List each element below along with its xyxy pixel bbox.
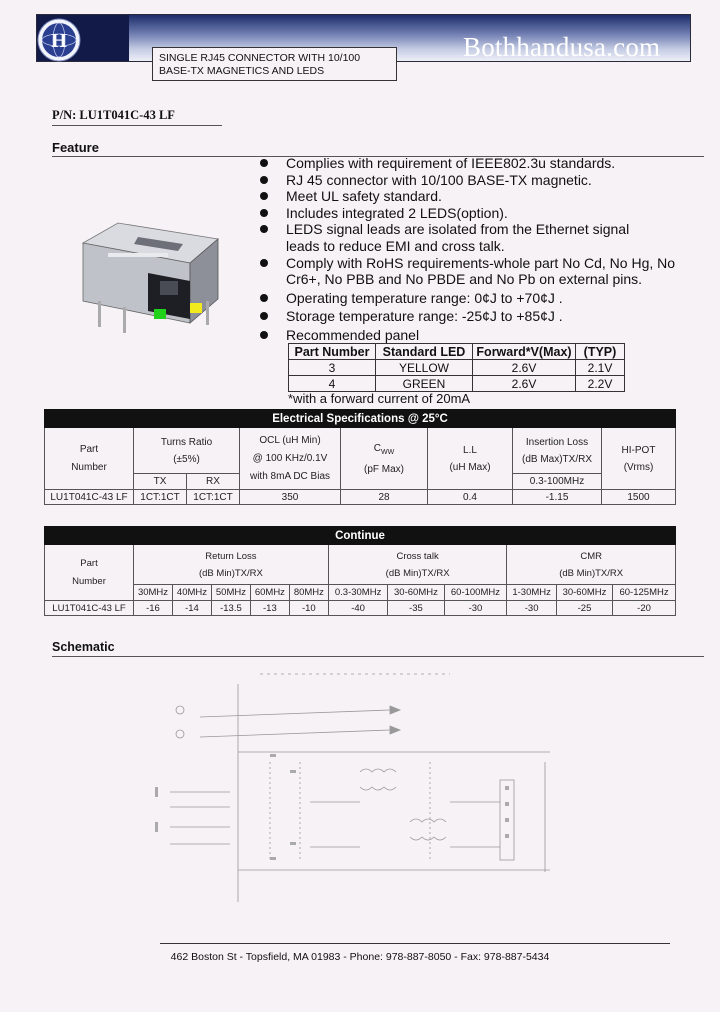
feature-title: Feature [52, 140, 99, 155]
bullet-icon [260, 259, 268, 267]
feature-item: Comply with RoHS requirements-whole part No Cd, No Hg, No Cr6+, No PBB and No PBDE and No Pb on external pins. [258, 255, 706, 288]
panel-table [288, 343, 625, 392]
schematic-divider [52, 656, 704, 657]
panel-header: Forward*V(Max) [473, 344, 576, 360]
forward-current-note: *with a forward current of 20mA [288, 391, 471, 406]
product-title-line1: SINGLE RJ45 CONNECTOR WITH 10/100 [159, 52, 361, 64]
bullet-icon [260, 176, 268, 184]
logo-letter: H [51, 30, 67, 52]
part-number-underline [52, 125, 222, 126]
panel-header: Part Number [289, 344, 376, 360]
bullet-icon [260, 159, 268, 167]
panel-header: Standard LED [376, 344, 473, 360]
feature-list [258, 155, 698, 344]
schematic-title: Schematic [52, 640, 115, 654]
footer-address: 462 Boston St - Topsfield, MA 01983 - Phone: 978-887-8050 - Fax: 978-887-5434 [170, 951, 550, 963]
bullet-icon [260, 331, 268, 339]
table-row: 3 YELLOW 2.6V 2.1V [289, 360, 625, 376]
feature-item: Storage temperature range: -25¢J to +85¢J . [258, 308, 698, 325]
bullet-icon [260, 225, 268, 233]
schematic-diagram [150, 662, 570, 912]
electrical-title: Electrical Specifications @ 25°C [45, 410, 676, 428]
site-name: Bothhandusa.com [463, 32, 661, 62]
continue-title: Continue [45, 527, 676, 545]
feature-item: LEDS signal leads are isolated from the Ethernet signal leads to reduce EMI and cross talk. [258, 221, 666, 254]
table-row: LU1T041C-43 LF 1CT:1CT 1CT:1CT 350 28 0.4 -1.15 1500 [45, 490, 676, 505]
product-title-box [152, 47, 397, 81]
bullet-icon [260, 294, 268, 302]
bullet-icon [260, 192, 268, 200]
feature-item: Operating temperature range: 0¢J to +70¢J . [258, 290, 698, 307]
bullet-icon [260, 312, 268, 320]
led-yellow-icon [190, 303, 202, 313]
feature-item: RJ 45 connector with 10/100 BASE-TX magnetic. [258, 172, 698, 189]
led-green-icon [154, 309, 166, 319]
rj45-connector-image [78, 215, 223, 343]
feature-item: Includes integrated 2 LEDS(option). [258, 205, 698, 222]
footer-divider [160, 943, 670, 944]
table-row: LU1T041C-43 LF -16 -14 -13.5 -13 -10 -40 -35 -30 -30 -25 -20 [45, 601, 676, 616]
panel-header: (TYP) [576, 344, 625, 360]
bullet-icon [260, 209, 268, 217]
feature-item: Recommended panel [258, 327, 698, 344]
company-logo [37, 18, 81, 62]
feature-item: Meet UL safety standard. [258, 188, 698, 205]
continue-spec-table: Continue Part Number Return Loss (dB Min)TX/RX Cross talk (dB Min)TX/RX CMR (dB Min)TX/RX 30MHz 40MHz 50MHz 60MHz 80MHz 0.3-30MHz 30-60MHz 60-100MHz 1-30MHz 30-60MHz 60-125MHz LU1T041C-43 LF -16 -14 -13.5 -13 -10 -40 -35 -30 -30 -25 -20 [44, 526, 676, 616]
product-title-line2: BASE-TX MAGNETICS AND LEDS [159, 65, 325, 77]
table-row: 4 GREEN 2.6V 2.2V [289, 376, 625, 392]
part-number: P/N: LU1T041C-43 LF [52, 108, 175, 122]
electrical-spec-table: Electrical Specifications @ 25°C Part Number Turns Ratio (±5%) OCL (uH Min) @ 100 KHz/0.1V with 8mA DC Bias $C_{WW}$ (pF Max) L.L (uH Max) Insertion Loss (dB Max)TX/RX HI-POT (Vrms) TX RX 0.3-100MHz LU1T041C-43 LF 1CT:1CT 1CT:1CT 350 28 0.4 -1.15 1500 [44, 409, 676, 505]
feature-item: Complies with requirement of IEEE802.3u standards. [258, 155, 698, 172]
